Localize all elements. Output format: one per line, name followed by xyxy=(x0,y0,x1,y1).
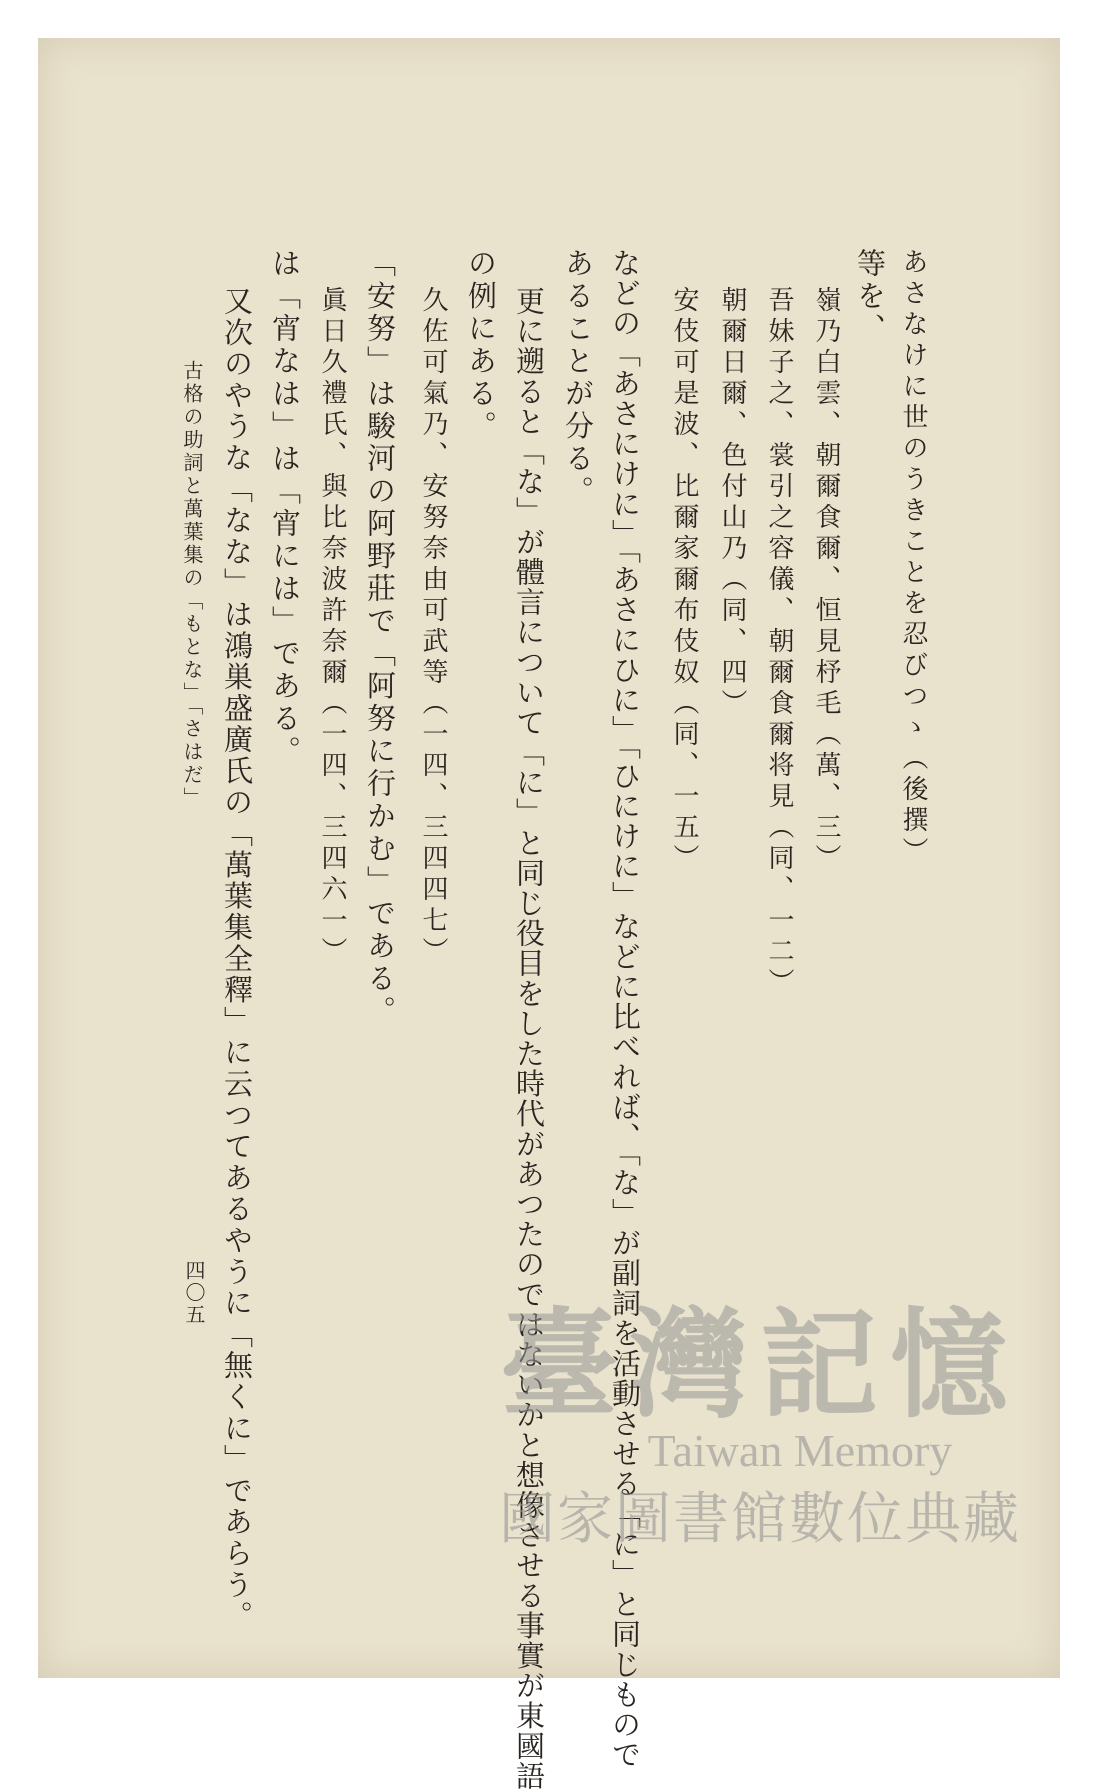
text-column-11: 久佐可氣乃、安努奈由可武等（一四、三四四七） xyxy=(418,286,448,968)
text-column-3: 嶺乃白雲、朝爾食爾、恒見杼毛（萬、三） xyxy=(811,286,841,875)
running-title: 古格の助詞と萬葉集の「もとな」「さはだ」 xyxy=(180,360,204,810)
text-column-15: 又次のやうな「なな」は鴻巣盛廣氏の「萬葉集全釋」に云つてあるやうに「無くに」であらう。 xyxy=(220,286,254,1632)
text-column-8: あることが分る。 xyxy=(561,248,595,508)
text-column-13: 眞日久禮氏、與比奈波許奈爾（一四、三四六一） xyxy=(317,286,347,968)
text-column-2: 等を、 xyxy=(853,248,887,346)
text-column-6: 安伎可是波、比爾家爾布伎奴（同、一五） xyxy=(669,286,699,875)
text-column-1: あさなけに世のうきことを忍びつゝ（後撰） xyxy=(898,248,928,868)
text-column-9: 更に遡ると「な」が體言について「に」と同じ役目をした時代があつたのではないかと想像させる事實が東國語 xyxy=(512,286,546,1791)
library-watermark xyxy=(480,1295,1040,1555)
text-column-14: は「宵なは」は「宵には」である。 xyxy=(268,248,302,768)
text-column-4: 吾妹子之、裳引之容儀、朝爾食爾将見（同、一二） xyxy=(764,286,794,999)
text-column-5: 朝爾日爾、色付山乃（同、四） xyxy=(717,286,747,720)
text-column-7: などの「あさにけに」「あさにひに」「ひにけに」などに比べれば、「な」が副詞を活動させる「に」と同じもので xyxy=(608,248,642,1770)
watermark-english: Taiwan Memory xyxy=(647,1424,953,1476)
text-column-10: の例にある。 xyxy=(464,248,498,443)
watermark-subtitle: 國家圖書館數位典藏 xyxy=(499,1486,1021,1552)
page-number: 四〇五 xyxy=(182,1260,206,1326)
text-column-12: 「安努」は駿河の阿野莊で「阿努に行かむ」である。 xyxy=(363,248,397,1028)
watermark-title: 臺灣記憶 xyxy=(499,1295,1020,1434)
